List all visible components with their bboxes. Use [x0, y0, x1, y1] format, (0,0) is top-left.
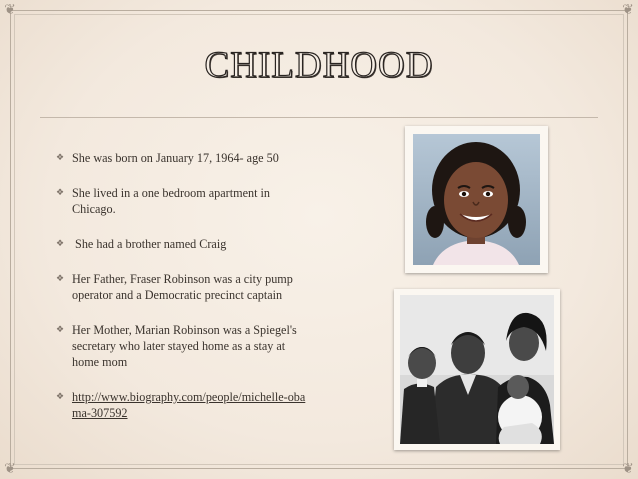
bullet-text: She was born on January 17, 1964- age 50 [72, 151, 279, 165]
bullet-item [56, 236, 306, 252]
child-portrait-image [413, 134, 540, 265]
bullet-item [56, 322, 306, 370]
corner-ornament-icon: ❦ [622, 2, 634, 18]
bullet-text: She had a brother named Craig [72, 237, 227, 251]
bullet-marker-icon: ❖ [56, 392, 65, 402]
slide-title: CHILDHOOD [204, 45, 434, 86]
bullet-list [56, 150, 306, 440]
title-divider [40, 117, 598, 118]
source-link[interactable]: http://www.biography.com/people/michelle-obama-307592 [72, 390, 306, 420]
bullet-text: Her Mother, Marian Robinson was a Spiegel's secretary who later stayed home as a stay at home mom [72, 323, 297, 369]
bullet-item [56, 150, 306, 166]
family-photo [394, 289, 560, 450]
family-photo-image [400, 295, 554, 444]
corner-ornament-icon: ❦ [4, 461, 16, 477]
corner-ornament-icon: ❦ [4, 2, 16, 18]
bullet-item [56, 271, 306, 303]
bullet-marker-icon: ❖ [56, 325, 65, 335]
child-portrait-photo [405, 126, 548, 273]
bullet-marker-icon: ❖ [56, 188, 65, 198]
corner-ornament-icon: ❦ [622, 461, 634, 477]
bullet-text: She lived in a one bedroom apartment in Chicago. [72, 186, 270, 216]
bullet-marker-icon: ❖ [56, 153, 65, 163]
bullet-item [56, 185, 306, 217]
bullet-marker-icon: ❖ [56, 274, 65, 284]
bullet-text: Her Father, Fraser Robinson was a city pump operator and a Democratic precinct captain [72, 272, 293, 302]
bullet-marker-icon: ❖ [56, 239, 65, 249]
bullet-item [56, 389, 306, 421]
